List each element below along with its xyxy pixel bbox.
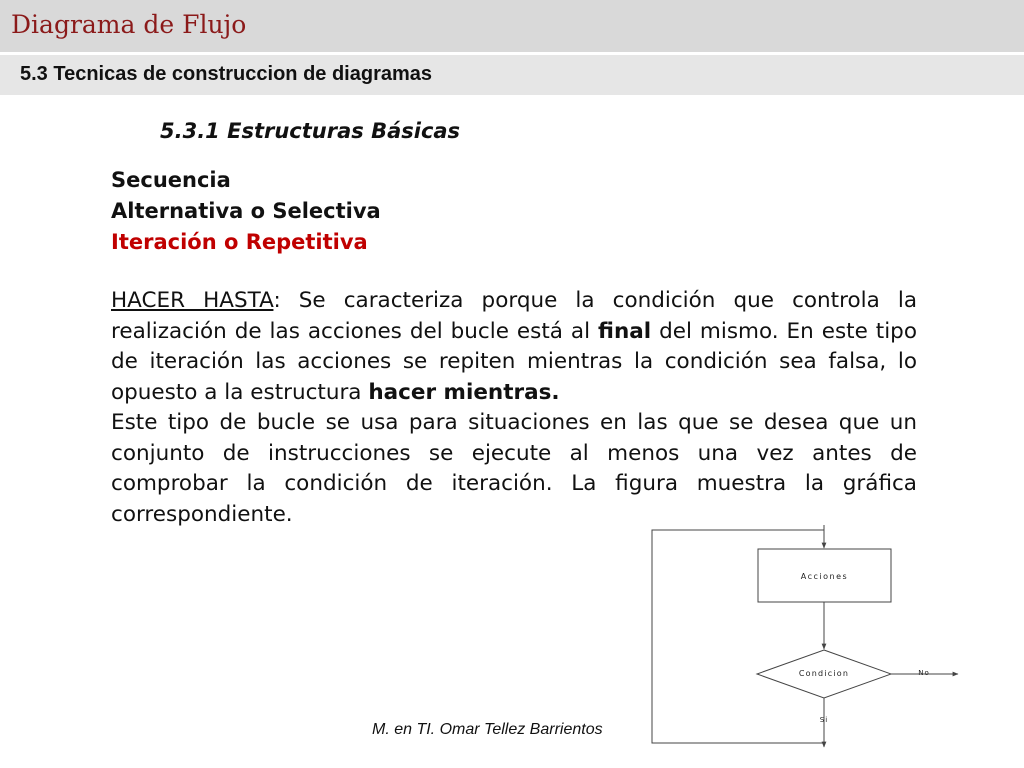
footer-author: M. en TI. Omar Tellez Barrientos xyxy=(372,721,603,738)
subtitle-bar xyxy=(0,55,1024,95)
bold-final: final xyxy=(598,318,652,344)
paragraph-1-part-a: : Se caracteriza porque la condición que controla la realización de las acciones del bucle está al xyxy=(111,288,917,344)
flowchart-hacer-hasta xyxy=(640,525,980,755)
structure-item-selectiva: Alternativa o Selectiva xyxy=(111,199,381,223)
action-label: Acciones xyxy=(800,572,849,581)
term-hacer-hasta: HACER HASTA xyxy=(111,288,274,313)
title-bar xyxy=(0,0,1024,52)
structures-list xyxy=(111,165,381,258)
paragraph-2: Este tipo de bucle se usa para situaciones en las que se desea que un conjunto de instrucciones se ejecute al menos una vez antes de comprobar la condición de iteración. La figura muestra la gráfica correspondiente. xyxy=(111,410,917,527)
paragraph-hacer-hasta xyxy=(111,286,917,408)
no-label: No xyxy=(918,669,930,677)
yes-label: Si xyxy=(819,716,829,724)
structure-item-secuencia: Secuencia xyxy=(111,168,231,192)
slide-title: Diagrama de Flujo xyxy=(11,10,247,39)
slide-subtitle: 5.3 Tecnicas de construccion de diagramas xyxy=(20,63,433,85)
section-heading: 5.3.1 Estructuras Básicas xyxy=(160,119,461,143)
body-text xyxy=(111,286,917,530)
condition-label: Condicion xyxy=(798,669,850,678)
structure-item-repetitiva: Iteración o Repetitiva xyxy=(111,230,368,254)
bold-hacer-mientras: hacer mientras. xyxy=(368,379,560,405)
paragraph-1-part-b: del mismo. En este tipo de iteración las acciones se repiten mientras la condición sea falsa, lo opuesto a la estructura xyxy=(111,318,917,405)
